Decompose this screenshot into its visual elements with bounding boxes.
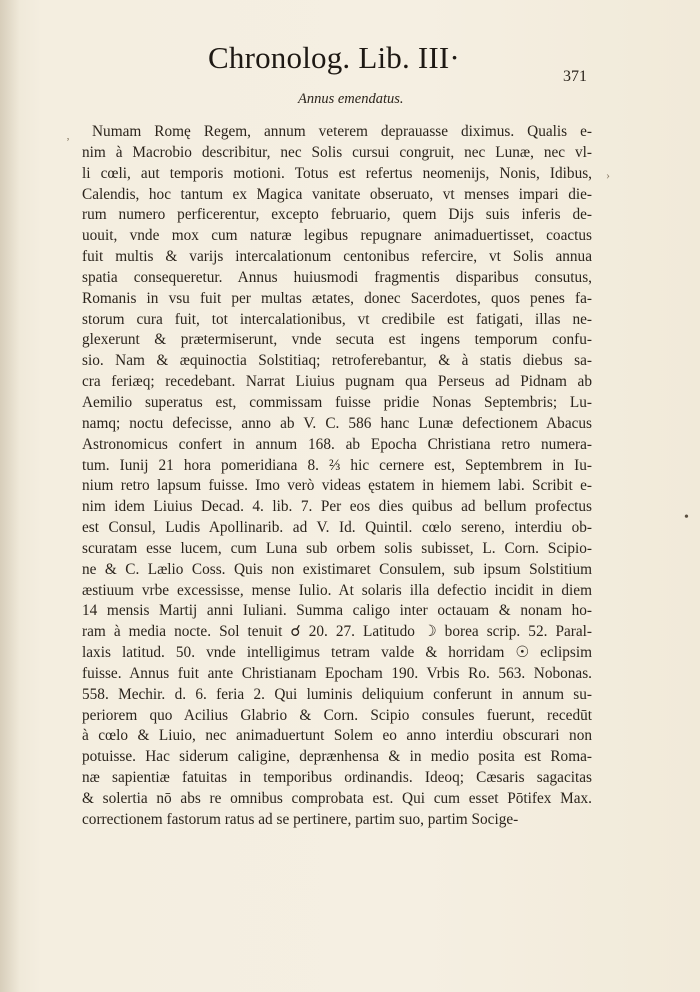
text-line: spatia consequeretur. Annus huiusmodi fragmentis disparibus consutus,: [82, 268, 592, 286]
text-line: correctionem fastorum ratus ad se pertinere, partim suo, partim Socige-: [82, 810, 519, 828]
margin-tick-mark: ‚: [66, 128, 70, 142]
text-line: nim à Macrobio describitur, nec Solis cursui congruit, nec Lunæ, nec vl-: [82, 143, 592, 161]
text-line: & solertia nō abs re omnibus comprobata est. Qui cum esset Pōtifex Max.: [82, 790, 592, 807]
text-line: ram à media nocte. Sol tenuit ☌ 20. 27. Latitudo ☽ borea scrip. 52. Paral-: [82, 623, 592, 641]
text-line: storum cura fuit, tot intercalationibus, vt credibile est fatigati, illas ne-: [82, 310, 592, 328]
running-head: Chronolog. Lib. III·: [208, 40, 460, 75]
section-title: Annus emendatus.: [298, 91, 404, 107]
text-line: rum numero perficerentur, excepto februario, quem Dijs suis inferis de-: [82, 206, 592, 224]
text-line: ne & C. Lælio Coss. Quis non existimaret Consulem, sub ipsum Solstitium: [82, 560, 592, 578]
text-line: Romanis in vsu fuit per multas ætates, donec Sacerdotes, quos penes fa-: [82, 289, 592, 307]
body-paragraph: [82, 122, 592, 831]
gutter-shadow: [0, 0, 20, 992]
text-line: scuratam esse lucem, cum Luna sub orbem solis subisset, L. Corn. Scipio-: [82, 539, 592, 557]
text-line: laxis latitud. 50. vnde intelligimus tetram valde & horridam ☉ eclipsim: [82, 644, 592, 662]
text-line: cra feriæq; recedebant. Narrat Liuius pugnam qua Perseus ad Pidnam ab: [82, 373, 592, 391]
text-line: Calendis, hoc tantum ex Magica vanitate obseruato, vt menses impari die-: [82, 185, 592, 203]
margin-ink-spot: •: [684, 510, 689, 525]
text-line: li cœli, aut temporis motioni. Totus est refertus neomenijs, Nonis, Idibus,: [82, 164, 592, 182]
page-number: 371: [563, 68, 587, 85]
text-line: est Consul, Ludis Apollinarib. ad V. Id. Quintil. cœlo sereno, interdiu ob-: [82, 519, 592, 537]
text-line: Numam Romę Regem, annum veterem deprauasse diximus. Qualis e-: [92, 123, 592, 140]
text-line: fuit multis & varijs intercalationum centonibus refercire, vt Solis annua: [82, 248, 592, 266]
text-line: namq; noctu defecisse, anno ab V. C. 586 hanc Lunæ defectionem Abacus: [82, 414, 592, 432]
text-line: nim idem Liuius Decad. 4. lib. 7. Per eos dies quibus ad bellum profectus: [82, 498, 592, 516]
text-line: uouit, vnde mox cum naturæ legibus repugnare animaduertisset, coactus: [82, 227, 592, 245]
margin-tick-mark: ›: [606, 168, 610, 182]
text-line: næ sapientiæ fatuitas in temporibus ordinandis. Ideoq; Cæsaris sagacitas: [82, 769, 592, 787]
text-line: fuisse. Annus fuit ante Christianam Epocham 190. Vrbis Ro. 563. Nobonas.: [82, 664, 592, 682]
text-line: à cœlo & Liuio, nec animaduertunt Solem eo anno interdiu obscurari non: [82, 727, 592, 745]
text-line: tum. Iunij 21 hora pomeridiana 8. ⅔ hic cernere est, Septembrem in Iu-: [82, 456, 592, 474]
text-line: nium retro lapsum fuisse. Imo verò videas ęstatem in hiemem labi. Scribit e-: [82, 477, 592, 495]
text-line: glexerunt & prætermiserunt, vnde secuta est ingens temporum confu-: [82, 331, 592, 349]
text-line: Astronomicus confert in annum 168. ab Epocha Christiana retro numera-: [82, 435, 592, 453]
text-line: periorem quo Acilius Glabrio & Corn. Scipio consules fuerunt, recedūt: [82, 706, 592, 724]
text-line: potuisse. Hac siderum caligine, deprænhensa & in medio posita est Roma-: [82, 748, 592, 766]
text-line: 14 mensis Martij anni Iuliani. Summa caligo inter octauam & nonam ho-: [82, 602, 592, 620]
text-line: sio. Nam & æquinoctia Solstitiaq; retroferebantur, & à statis diebus sa-: [82, 352, 592, 370]
text-line: Aemilio superatus est, commissam fuisse pridie Nonas Septembris; Lu-: [82, 393, 592, 411]
text-line: 558. Mechir. d. 6. feria 2. Qui luminis deliquium conferunt in annum su-: [82, 685, 592, 703]
text-line: æstiuum vrbe excessisse, mense Iulio. At solaris illa defectio incidit in diem: [82, 581, 592, 599]
